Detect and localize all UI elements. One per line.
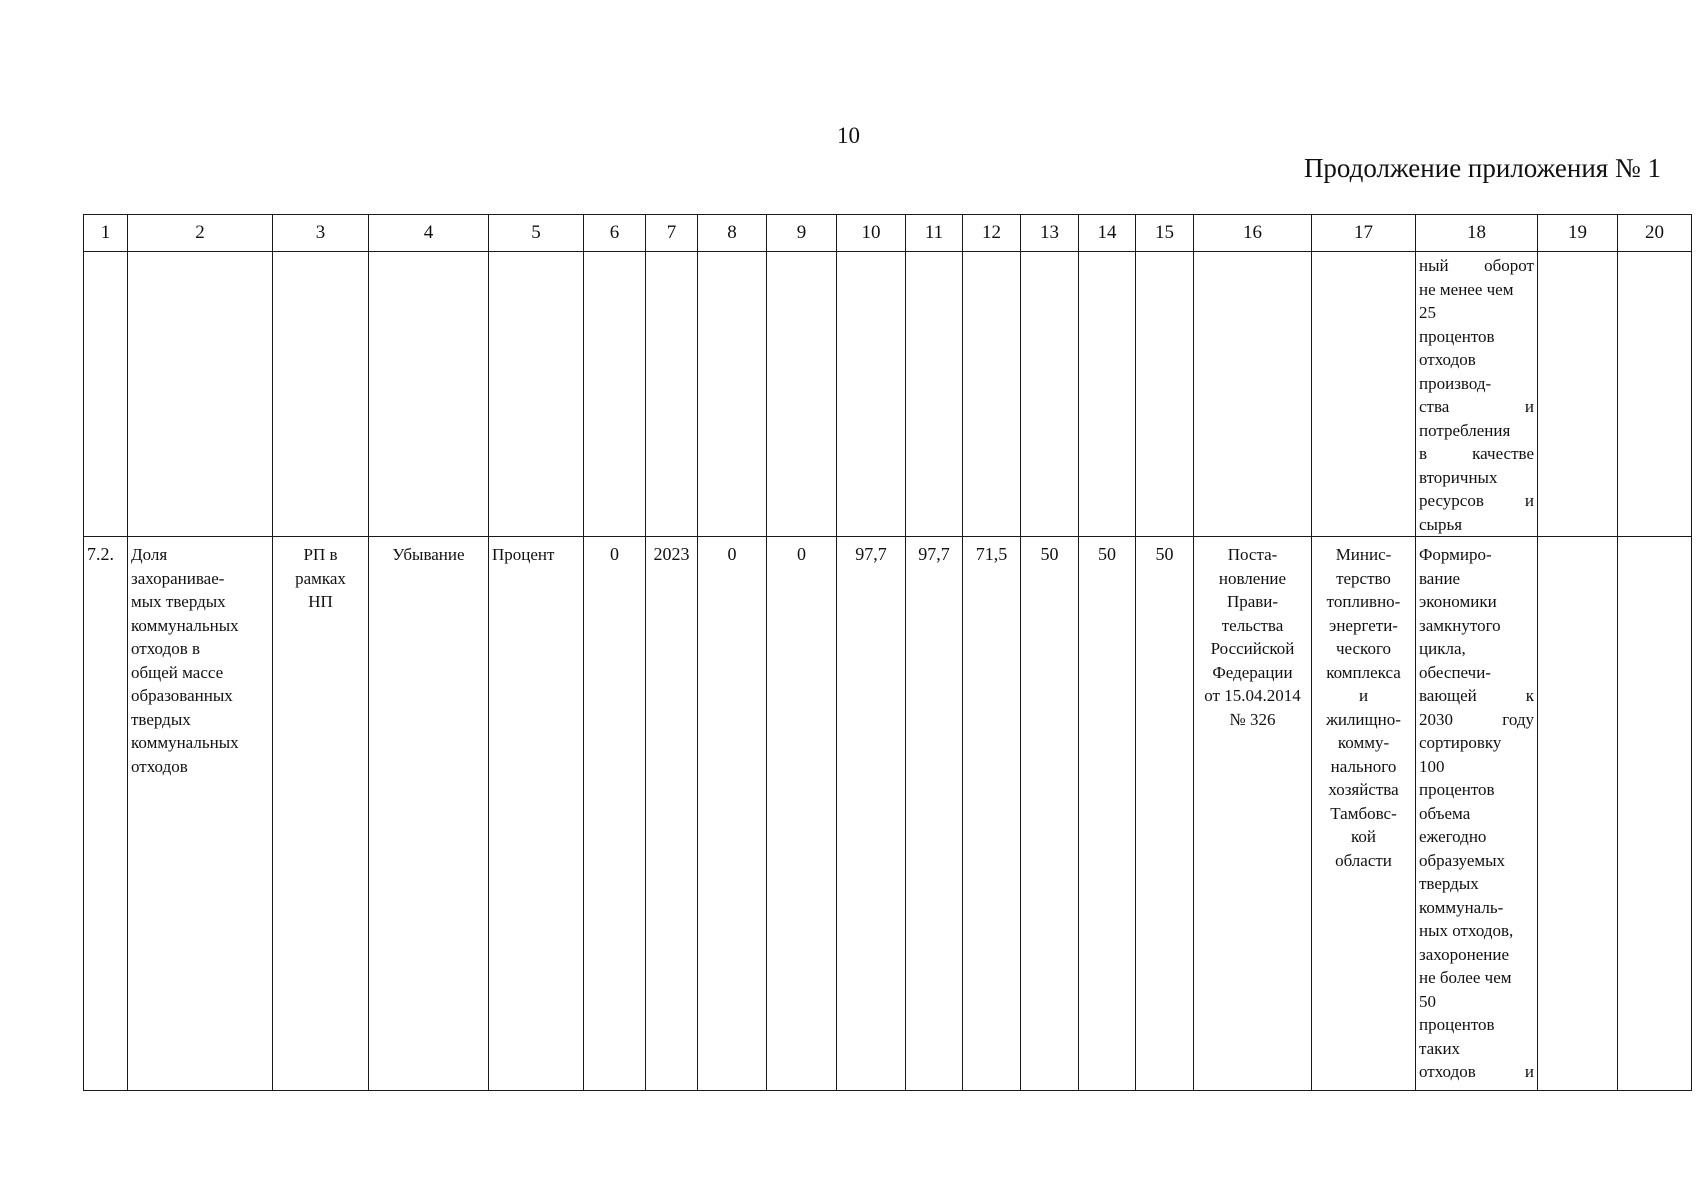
goal-line: не более чем (1419, 968, 1512, 987)
base-value-cell: 0 (584, 537, 646, 1091)
document-line: Поста- (1227, 545, 1278, 564)
responsible-line: области (1335, 850, 1392, 870)
cell-empty (1021, 252, 1079, 537)
col-number-9: 9 (767, 215, 837, 252)
responsible-line: терство (1336, 568, 1391, 588)
cell-empty (646, 252, 698, 537)
level-cell (273, 537, 369, 1091)
indicator-name-line: Доля (131, 545, 168, 564)
value-cell-10: 97,7 (837, 537, 906, 1091)
indicator-name-cell (128, 537, 273, 1091)
level-line: рамках (295, 568, 346, 588)
value-cell-11: 97,7 (906, 537, 963, 1091)
col-number-1: 1 (84, 215, 128, 252)
goal-line: коммуналь- (1419, 897, 1504, 917)
cell-empty (767, 252, 837, 537)
cell-empty (1618, 537, 1692, 1091)
value-cell-14: 50 (1079, 537, 1136, 1091)
goal-continuation-line: сырья (1419, 514, 1463, 534)
indicator-name-line: отходов (131, 756, 188, 776)
value-cell-8: 0 (698, 537, 767, 1091)
responsible-line: кой (1351, 827, 1376, 846)
responsible-line: Минис- (1335, 545, 1392, 564)
indicator-name-line: захоранивае- (131, 568, 225, 588)
indicator-name-line: твердых (131, 709, 191, 729)
goal-line: процентов (1419, 1015, 1495, 1034)
responsible-line: нального (1330, 756, 1397, 776)
appendix-table (83, 214, 1692, 1091)
goal-continuation-line: 25 (1419, 303, 1436, 322)
goal-line: замкнутого (1419, 615, 1501, 635)
goal-continuation-line: отходов (1419, 350, 1476, 369)
indicator-row-7-2 (84, 537, 1692, 1091)
cell-empty (698, 252, 767, 537)
goal-continuation-line: ный оборот (1419, 256, 1534, 275)
goal-continuation-cell (1416, 252, 1538, 537)
cell-empty (963, 252, 1021, 537)
col-number-6: 6 (584, 215, 646, 252)
responsible-line: комплекса (1326, 662, 1401, 682)
cell-empty (369, 252, 489, 537)
col-number-12: 12 (963, 215, 1021, 252)
document-line: тельства (1221, 615, 1284, 635)
goal-continuation-line: ства и (1419, 397, 1534, 416)
col-number-7: 7 (646, 215, 698, 252)
goal-line: отходов и (1419, 1062, 1534, 1081)
col-number-4: 4 (369, 215, 489, 252)
cell-empty (1618, 252, 1692, 537)
indicator-name-line: мых твердых (131, 592, 226, 611)
goal-line: 2030 году (1419, 709, 1534, 729)
goal-line: вающей к (1419, 686, 1534, 705)
cell-empty (489, 252, 584, 537)
goal-line: таких (1419, 1038, 1461, 1058)
goal-line: вание (1419, 568, 1461, 588)
col-number-17: 17 (1312, 215, 1416, 252)
col-number-10: 10 (837, 215, 906, 252)
responsible-line: Тамбовс- (1330, 803, 1397, 823)
col-number-18: 18 (1416, 215, 1538, 252)
cell-empty (84, 252, 128, 537)
responsible-line: и (1358, 686, 1369, 705)
document-line: от 15.04.2014 (1204, 686, 1301, 705)
goal-line: сортировку (1419, 733, 1502, 752)
col-number-19: 19 (1538, 215, 1618, 252)
goal-line: обеспечи- (1419, 662, 1491, 682)
col-number-13: 13 (1021, 215, 1079, 252)
value-cell-9: 0 (767, 537, 837, 1091)
goal-line: ных отходов, (1419, 921, 1514, 940)
document-line: новление (1218, 568, 1287, 588)
cell-empty (1079, 252, 1136, 537)
col-number-11: 11 (906, 215, 963, 252)
document-line: Федерации (1212, 662, 1293, 682)
cell-empty (1194, 252, 1312, 537)
indicator-name-line: образованных (131, 686, 233, 705)
indicator-name-line: коммунальных (131, 733, 239, 752)
unit-cell: Процент (489, 537, 584, 1091)
col-number-2: 2 (128, 215, 273, 252)
column-number-row (84, 215, 1692, 252)
goal-line: захоронение (1419, 944, 1509, 964)
responsible-line: топливно- (1326, 592, 1401, 611)
cell-empty (128, 252, 273, 537)
value-cell-13: 50 (1021, 537, 1079, 1091)
cell-empty (1538, 252, 1618, 537)
goal-line: цикла, (1419, 639, 1466, 658)
col-number-15: 15 (1136, 215, 1194, 252)
level-line: РП в (303, 545, 338, 564)
goal-line: процентов (1419, 780, 1495, 799)
base-year-cell: 2023 (646, 537, 698, 1091)
cell-empty (906, 252, 963, 537)
continuation-row (84, 252, 1692, 537)
col-number-16: 16 (1194, 215, 1312, 252)
value-cell-12: 71,5 (963, 537, 1021, 1091)
page-number: 10 (837, 123, 860, 148)
col-number-8: 8 (698, 215, 767, 252)
goal-continuation-line: ресурсов и (1419, 491, 1534, 510)
goal-continuation-line: процентов (1419, 326, 1495, 346)
col-number-20: 20 (1618, 215, 1692, 252)
trend-cell: Убывание (369, 537, 489, 1091)
goal-line: твердых (1419, 874, 1479, 893)
cell-empty (1136, 252, 1194, 537)
document-cell (1194, 537, 1312, 1091)
row-number-cell: 7.2. (84, 537, 128, 1091)
document-line: Прави- (1226, 592, 1279, 611)
responsible-cell (1312, 537, 1416, 1091)
document-line: Российской (1210, 639, 1295, 658)
document-line: № 326 (1229, 709, 1276, 729)
goal-line: экономики (1419, 592, 1497, 611)
goal-continuation-line: потребления (1419, 420, 1511, 440)
level-line: НП (308, 592, 333, 611)
goal-continuation-line: производ- (1419, 373, 1492, 393)
goal-line: объема (1419, 803, 1471, 823)
goal-continuation-line: в качестве (1419, 444, 1534, 463)
responsible-line: жилищно- (1326, 709, 1401, 729)
indicator-name-line: общей массе (131, 662, 224, 682)
goal-line: образуемых (1419, 850, 1506, 870)
goal-line: Формиро- (1419, 545, 1492, 564)
indicator-name-line: коммунальных (131, 615, 239, 635)
goal-line: 50 (1419, 991, 1436, 1011)
col-number-3: 3 (273, 215, 369, 252)
cell-empty (837, 252, 906, 537)
goal-continuation-line: вторичных (1419, 467, 1498, 487)
goal-cell (1416, 537, 1538, 1091)
col-number-14: 14 (1079, 215, 1136, 252)
responsible-line: комму- (1337, 733, 1390, 752)
cell-empty (1312, 252, 1416, 537)
indicator-name-line: отходов в (131, 639, 201, 658)
responsible-line: хозяйства (1328, 780, 1399, 799)
responsible-line: ческого (1335, 639, 1391, 658)
goal-line: 100 (1419, 756, 1445, 776)
cell-empty (584, 252, 646, 537)
cell-empty (1538, 537, 1618, 1091)
col-number-5: 5 (489, 215, 584, 252)
goal-continuation-line: не менее чем (1419, 279, 1514, 299)
cell-empty (273, 252, 369, 537)
goal-line: ежегодно (1419, 827, 1487, 846)
responsible-line: энергети- (1329, 615, 1398, 635)
value-cell-15: 50 (1136, 537, 1194, 1091)
appendix-title: Продолжение приложения № 1 (1303, 153, 1661, 183)
